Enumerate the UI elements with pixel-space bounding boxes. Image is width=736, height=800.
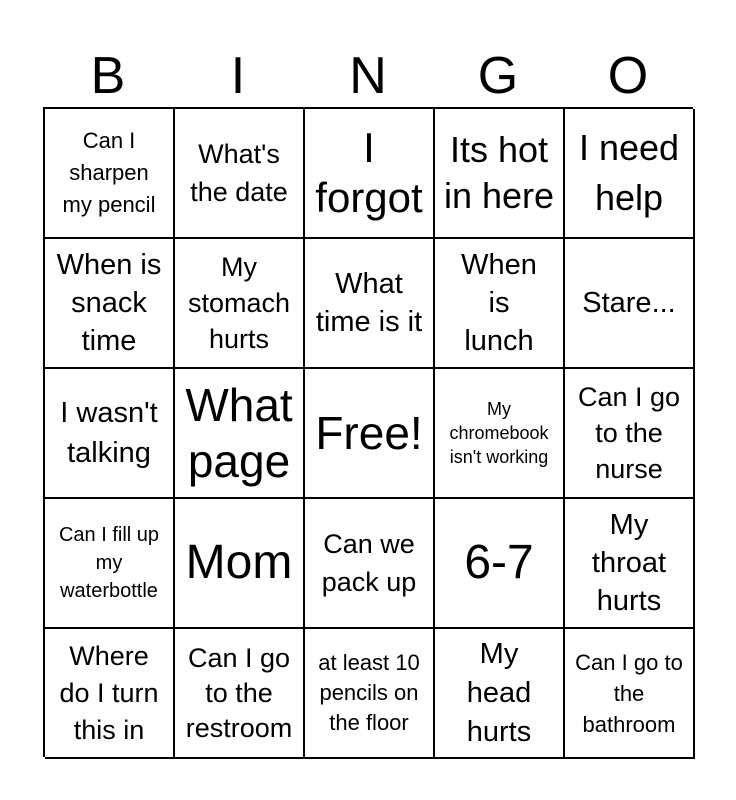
bingo-cell bbox=[435, 499, 565, 629]
bingo-cell bbox=[565, 109, 695, 239]
cell-text: Can I go to the nurse bbox=[577, 382, 681, 484]
bingo-cell bbox=[305, 239, 435, 369]
cell-text: Where do I turn this in bbox=[59, 640, 159, 745]
bingo-cell bbox=[305, 109, 435, 239]
cell-text: Can we pack up bbox=[321, 529, 417, 597]
cell-text: 6-7 bbox=[464, 536, 534, 589]
cell-text: My head hurts bbox=[466, 637, 532, 748]
bingo-cell bbox=[175, 239, 305, 369]
cell-text: Can I sharpen my pencil bbox=[62, 128, 156, 217]
bingo-cell bbox=[435, 109, 565, 239]
cell-text: I forgot bbox=[315, 124, 423, 221]
bingo-cell bbox=[45, 239, 175, 369]
cell-text: I need help bbox=[578, 127, 680, 218]
cell-text: What's the date bbox=[190, 139, 288, 207]
bingo-cell bbox=[175, 499, 305, 629]
bingo-cell bbox=[565, 499, 695, 629]
cell-text: Can I go to the restroom bbox=[185, 642, 293, 743]
bingo-cell bbox=[435, 369, 565, 499]
bingo-cell bbox=[435, 239, 565, 369]
cell-text: Stare... bbox=[582, 287, 676, 319]
cell-text: Can I go to the bathroom bbox=[575, 649, 683, 737]
header-letter-b: B bbox=[90, 47, 126, 105]
bingo-cell bbox=[565, 369, 695, 499]
bingo-cell bbox=[565, 629, 695, 759]
bingo-cell bbox=[305, 629, 435, 759]
bingo-cell bbox=[45, 499, 175, 629]
bingo-cell bbox=[175, 109, 305, 239]
header-letter-o: O bbox=[607, 47, 649, 105]
cell-text: My throat hurts bbox=[591, 509, 667, 617]
cell-text: Mom bbox=[185, 536, 293, 589]
bingo-cell bbox=[175, 629, 305, 759]
bingo-cell bbox=[435, 629, 565, 759]
cell-text: Its hot in here bbox=[443, 129, 555, 216]
bingo-cell bbox=[305, 369, 435, 499]
cell-text: My chromebook isn't working bbox=[449, 399, 549, 467]
bingo-cell bbox=[175, 369, 305, 499]
cell-text: Can I fill up my waterbottle bbox=[58, 524, 160, 602]
cell-text: at least 10 pencils on the floor bbox=[318, 650, 420, 735]
cell-text: Free! bbox=[315, 407, 423, 459]
bingo-header bbox=[43, 44, 693, 108]
bingo-board bbox=[43, 107, 693, 757]
cell-text: What page bbox=[185, 379, 293, 487]
header-letter-n: N bbox=[349, 47, 387, 105]
header-letter-i: I bbox=[230, 47, 246, 105]
header-letter-g: G bbox=[477, 47, 519, 105]
bingo-cell bbox=[565, 239, 695, 369]
bingo-cell bbox=[305, 499, 435, 629]
bingo-cell bbox=[45, 109, 175, 239]
cell-text: What time is it bbox=[315, 268, 423, 338]
cell-text: When is snack time bbox=[56, 249, 162, 357]
bingo-cell bbox=[45, 629, 175, 759]
cell-text: My stomach hurts bbox=[187, 252, 291, 354]
cell-text: When is lunch bbox=[461, 249, 537, 357]
cell-text: I wasn't talking bbox=[60, 397, 158, 469]
bingo-cell bbox=[45, 369, 175, 499]
